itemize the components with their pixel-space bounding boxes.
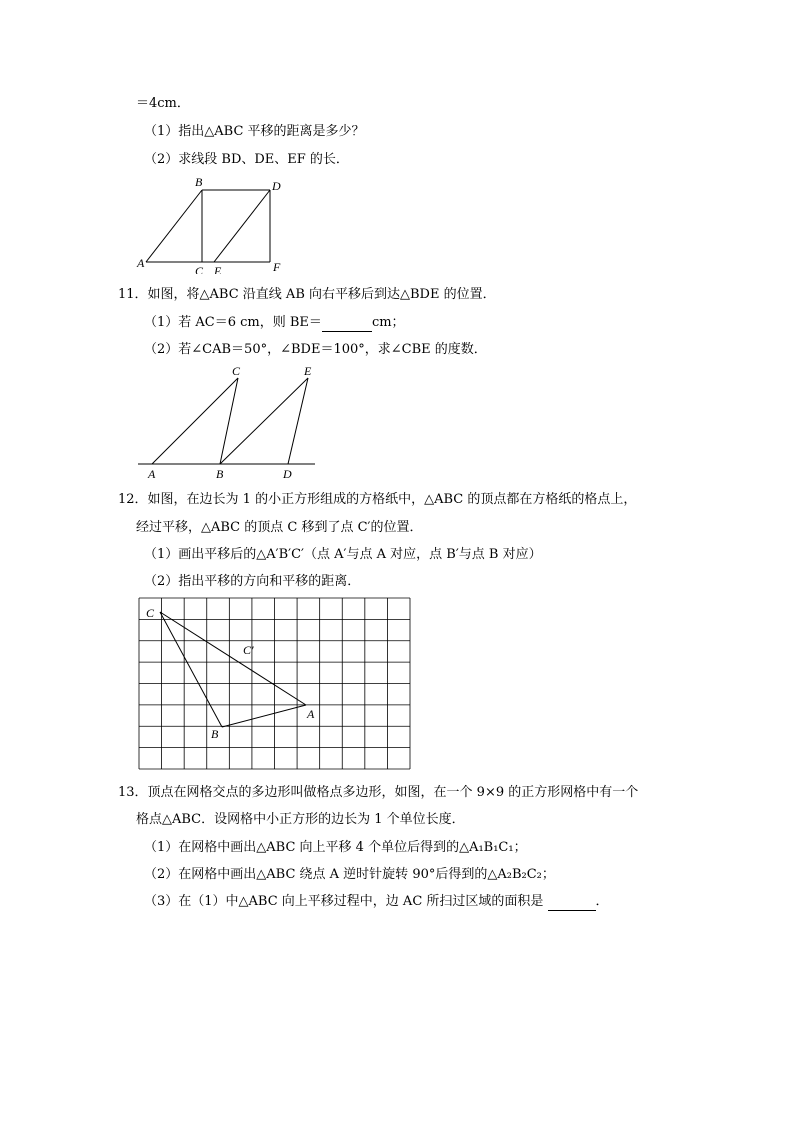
seg-AB xyxy=(146,190,202,262)
q13-part2: （2）在网格中画出△ABC 绕点 A 逆时针旋转 90°后得到的△A₂B₂C₂； xyxy=(144,867,555,882)
figure-2-translation xyxy=(134,362,324,482)
q13-part3-text: （3）在（1）中△ABC 向上平移过程中，边 AC 所扫过区域的面积是 xyxy=(144,894,544,909)
label-A: A xyxy=(148,467,156,481)
label-B: B xyxy=(211,727,219,741)
label-E: E xyxy=(304,364,312,378)
q10-part2: （2）求线段 BD、DE、EF 的长． xyxy=(144,152,349,167)
q13-part3 xyxy=(144,894,609,911)
q10-part1: （1）指出△ABC 平移的距离是多少？ xyxy=(144,124,365,139)
label-C: C xyxy=(232,364,241,378)
label-C: C xyxy=(146,606,155,620)
seg-CA xyxy=(160,612,306,705)
figure-1-translation xyxy=(136,174,296,274)
q13-part1: （1）在网格中画出△ABC 向上平移 4 个单位后得到的△A₁B₁C₁； xyxy=(144,840,527,855)
q13-part3-end: ． xyxy=(595,894,609,909)
figure-3-grid xyxy=(130,592,420,772)
label-B: B xyxy=(216,467,224,481)
seg-ED xyxy=(214,190,270,262)
seg-ED xyxy=(288,378,308,464)
q13-stem-2: 格点△ABC．设网格中小正方形的边长为 1 个单位长度． xyxy=(136,812,465,827)
q11-part1-text: （1）若 AC＝6 cm，则 BE＝ xyxy=(144,315,322,330)
label-B: B xyxy=(195,175,203,189)
seg-CB xyxy=(160,612,222,727)
q11-stem: 11．如图，将△ABC 沿直线 AB 向右平移后到达△BDE 的位置． xyxy=(118,287,496,302)
seg-CB xyxy=(220,378,238,464)
q11-part1 xyxy=(144,315,405,332)
label-A: A xyxy=(307,707,315,721)
label-A: A xyxy=(137,256,145,270)
q12-stem-2: 经过平移，△ABC 的顶点 C 移到了点 C′的位置． xyxy=(136,520,423,535)
label-F: F xyxy=(273,260,281,274)
label-C-prime: C′ xyxy=(243,643,254,657)
grid-lines xyxy=(139,598,410,769)
seg-BA xyxy=(222,705,306,727)
label-C: C xyxy=(195,264,204,274)
q11-part1-unit: cm； xyxy=(371,315,405,330)
answer-blank[interactable] xyxy=(322,315,372,332)
answer-blank-2[interactable] xyxy=(548,894,596,911)
q12-stem-1: 12．如图，在边长为 1 的小正方形组成的方格纸中，△ABC 的顶点都在方格纸的格点上， xyxy=(118,492,637,507)
q12-part1: （1）画出平移后的△A′B′C′（点 A′与点 A 对应，点 B′与点 B 对应） xyxy=(144,547,542,562)
text-line-continuation: ＝4cm． xyxy=(136,96,190,111)
q12-part2: （2）指出平移的方向和平移的距离． xyxy=(144,574,361,589)
label-E: E xyxy=(214,264,222,274)
q11-part2: （2）若∠CAB＝50°，∠BDE＝100°，求∠CBE 的度数． xyxy=(144,342,487,357)
seg-AC xyxy=(152,378,238,464)
seg-BE xyxy=(220,378,308,464)
label-D: D xyxy=(283,467,292,481)
label-D: D xyxy=(272,179,281,193)
q13-stem-1: 13．顶点在网格交点的多边形叫做格点多边形，如图，在一个 9×9 的正方形网格中有一个 xyxy=(118,785,639,800)
